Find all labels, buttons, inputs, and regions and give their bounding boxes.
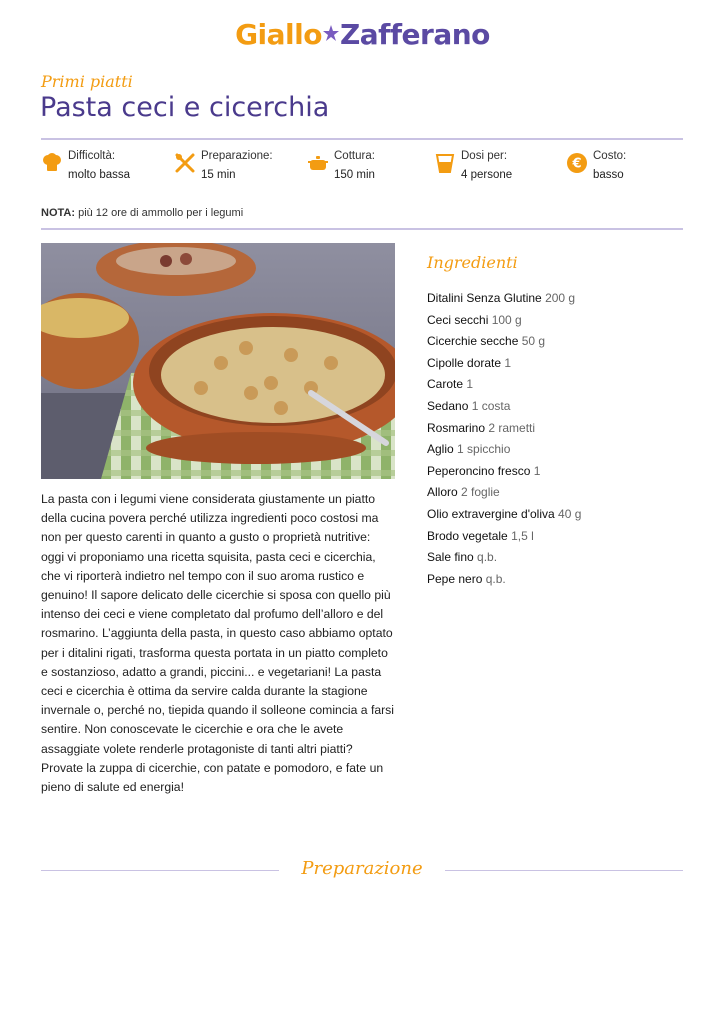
ingredient-qty: 2 rametti	[488, 420, 536, 435]
recipe-photo	[41, 243, 395, 479]
ingredient-qty: 1	[533, 463, 541, 478]
ingredient-item	[427, 288, 581, 310]
logo-mark-icon	[322, 23, 340, 47]
header-divider	[41, 138, 683, 140]
ingredient-qty: 40 g	[558, 506, 582, 521]
ingredient-item	[427, 418, 581, 440]
info-label: Costo:	[593, 150, 627, 162]
ingredient-item	[427, 504, 581, 526]
ingredient-qty: q.b.	[477, 550, 498, 565]
ingredient-qty: 200 g	[545, 291, 576, 305]
recipe-title: Pasta ceci e cicerchia	[40, 92, 330, 123]
ingredient-name[interactable]: Aglio	[427, 442, 454, 457]
note-divider	[41, 228, 683, 230]
ingredient-item	[427, 310, 581, 332]
ingredient-qty: q.b.	[485, 571, 506, 586]
info-value: 15 min	[201, 169, 236, 181]
ingredient-name[interactable]: Pepe nero	[427, 571, 483, 586]
recipe-description: La pasta con i legumi viene considerata giustamente un piatto della cucina povera perché utilizza ingredienti poco costosi ma non per questo carenti in quanto a gusto o proprietà nutritive: oggi vi proponiamo una ricetta squisita, pasta ceci e cicerchia, che vi riporterà indietro nel tempo con il suo aroma rustico e genuino! Il sapore delicato delle cicerchie si sposa con quello più intenso dei ceci e viene completato dal profumo dell’alloro e del rosmarino. L’aggiunta della pasta, in questo caso abbiamo optato per i ditalini rigati, trasforma questa portata in un piatto completo e sostanzioso, adatto a grandi, piccini... e vegetariani! La pasta ceci e cicerchia è ottima da servire calda durante la stagione invernale o, perché no, tiepida quando il solleone comincia a farsi sentire. Non conoscevate le cicerchie e ora che le avete assaggiate volete renderle protagoniste di tanti altri piatti? Provate la zuppa di cicerchie, con patate e pomodoro, e fate un pieno di salute ed energia!	[41, 492, 394, 795]
ingredient-qty: 2 foglie	[461, 485, 500, 500]
ingredient-qty: 1 costa	[471, 398, 511, 413]
ingredient-qty: 1	[504, 355, 512, 370]
ingredient-item	[427, 331, 581, 353]
ingredient-name[interactable]: Ditalini Senza Glutine	[427, 291, 542, 305]
euro-icon	[566, 152, 588, 174]
ingredient-item	[427, 569, 581, 591]
ingredient-item	[427, 396, 581, 418]
ingredients-title: Ingredienti	[427, 253, 518, 272]
info-value: 4 persone	[461, 169, 513, 181]
ingredient-qty: 1	[466, 377, 474, 392]
ingredient-item	[427, 482, 581, 504]
ingredient-item	[427, 526, 581, 548]
logo-part-1: Giallo	[235, 18, 322, 51]
info-value: 150 min	[334, 169, 375, 181]
ingredient-item	[427, 461, 581, 483]
ingredient-name[interactable]: Cicerchie secche	[427, 334, 519, 349]
info-label: Difficoltà:	[68, 150, 116, 162]
ingredient-qty: 50 g	[521, 334, 546, 349]
info-label: Dosi per:	[461, 150, 508, 162]
utensils-icon	[174, 152, 196, 174]
ingredient-qty: 1 spicchio	[457, 442, 511, 457]
ingredient-name[interactable]: Rosmarino	[427, 420, 486, 435]
ingredients-list	[427, 288, 581, 590]
preparation-title: Preparazione	[301, 858, 423, 879]
prep-line-right	[445, 870, 683, 871]
ingredient-name[interactable]: Peperoncino fresco	[427, 463, 531, 478]
chef-hat-icon	[41, 152, 63, 174]
glass-icon	[434, 152, 456, 174]
ingredient-name[interactable]: Carote	[427, 377, 464, 392]
info-value: basso	[593, 169, 624, 181]
ingredient-item	[427, 353, 581, 375]
ingredient-item	[427, 374, 581, 396]
ingredient-name[interactable]: Sedano	[427, 398, 469, 413]
recipe-info-row	[41, 150, 683, 190]
svg-text:€: €	[572, 156, 582, 172]
pasta-dish-image	[41, 243, 395, 479]
recipe-note	[41, 207, 243, 219]
logo-part-2: Zafferano	[339, 18, 490, 51]
ingredient-name[interactable]: Cipolle dorate	[427, 355, 502, 370]
info-value: molto bassa	[68, 169, 131, 181]
ingredient-qty: 100 g	[491, 312, 522, 327]
ingredient-item	[427, 439, 581, 461]
ingredient-name[interactable]: Brodo vegetale	[427, 528, 508, 543]
preparation-header	[41, 858, 683, 884]
ingredient-name[interactable]: Olio extravergine d'oliva	[427, 506, 555, 521]
ingredient-name[interactable]: Ceci secchi	[427, 312, 489, 327]
info-label: Preparazione:	[201, 150, 273, 162]
pot-icon	[307, 152, 329, 174]
ingredient-name[interactable]: Sale fino	[427, 550, 474, 565]
ingredient-item	[427, 547, 581, 569]
info-label: Cottura:	[334, 150, 375, 162]
note-label: NOTA:	[41, 207, 76, 219]
recipe-category[interactable]: Primi piatti	[41, 72, 133, 91]
ingredient-name[interactable]: Alloro	[427, 485, 458, 500]
note-text: più 12 ore di ammollo per i legumi	[75, 207, 244, 219]
ingredient-qty: 1,5 l	[511, 528, 534, 543]
site-logo[interactable]	[0, 18, 725, 58]
